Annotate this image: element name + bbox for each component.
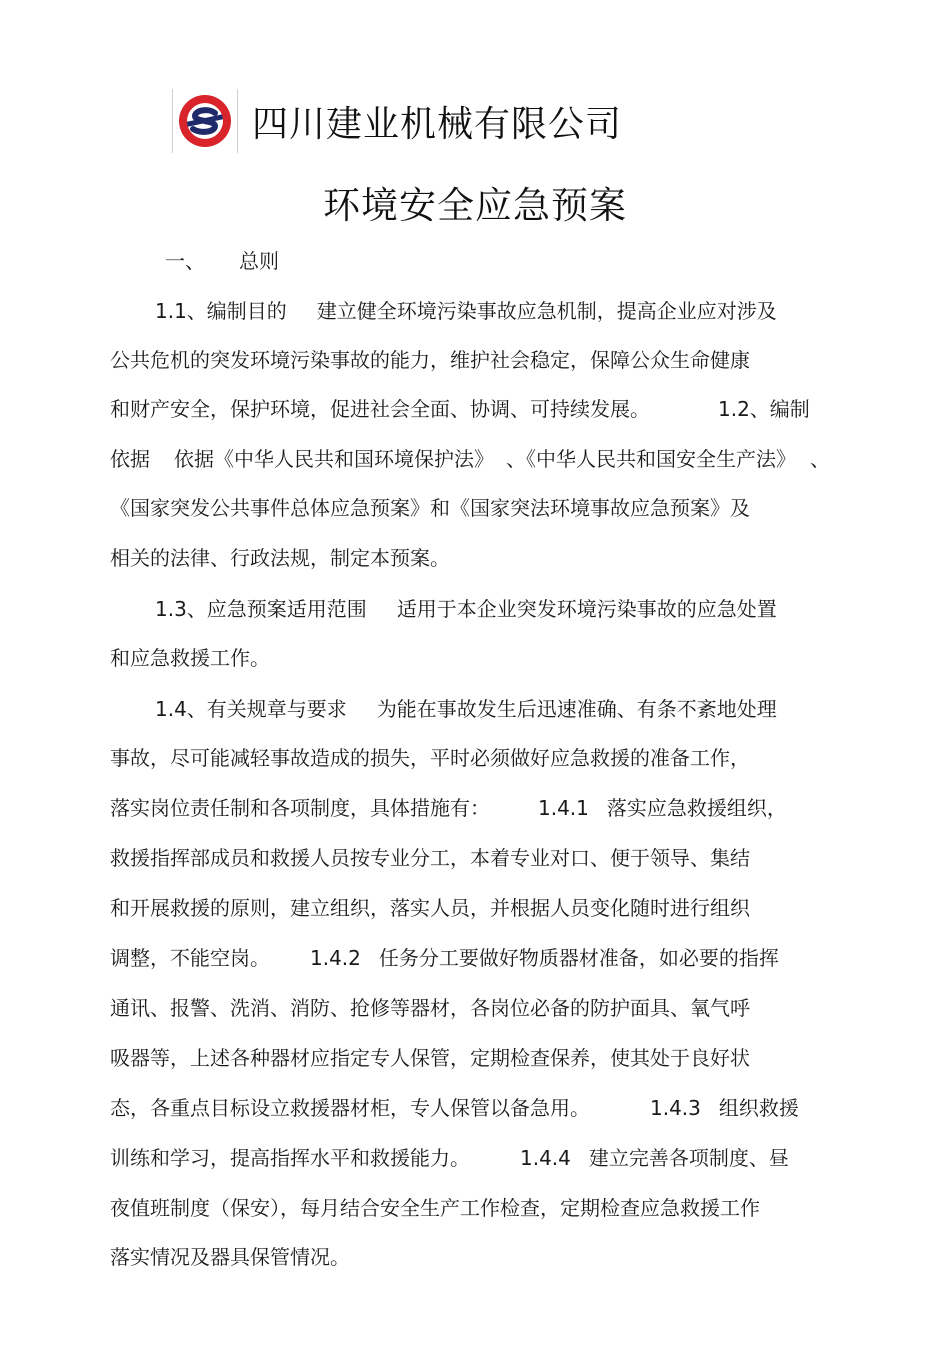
line-text: 适用于本企业突发环境污染事故的应急处置 [396, 597, 777, 621]
paragraph-line [110, 845, 750, 871]
line-text: 吸器等，上述各种器材应指定专人保管，定期检查保养，使其处于良好状 [110, 1046, 750, 1070]
company-name: 四川建业机械有限公司 [252, 103, 623, 145]
paragraph-line [110, 495, 750, 521]
clause-label: 1.4.1 [538, 796, 589, 820]
line-text: 、 [810, 447, 830, 471]
line-text: 救援指挥部成员和救援人员按专业分工，本着专业对口、便于领导、集结 [110, 846, 750, 870]
paragraph-line [155, 596, 777, 622]
company-logo [172, 89, 238, 153]
line-text: 依据 [110, 447, 150, 471]
paragraph-line [110, 745, 750, 771]
line-text: 落实应急救援组织， [606, 796, 787, 820]
line-text: 调整，不能空岗。 [110, 946, 270, 970]
clause-label: 1.1、编制目的 [155, 299, 287, 323]
paragraph-line [110, 795, 787, 821]
line-text: 和财产安全，保护环境，促进社会全面、协调、可持续发展。 [110, 397, 650, 421]
line-text: 训练和学习，提高指挥水平和救援能力。 [110, 1146, 470, 1170]
clause-label: 1.4.2 [310, 946, 361, 970]
line-text: 任务分工要做好物质器材准备，如必要的指挥 [378, 946, 779, 970]
section-number: 一、 [165, 249, 205, 273]
paragraph-line [110, 1244, 350, 1270]
paragraph-line [155, 696, 777, 722]
line-text: 落实情况及器具保管情况。 [110, 1245, 350, 1269]
line-text: 态，各重点目标设立救援器材柜，专人保管以备急用。 [110, 1096, 590, 1120]
paragraph-line [110, 1045, 750, 1071]
section-heading [165, 248, 279, 274]
section-title: 总则 [239, 249, 279, 273]
line-text: 和应急救援工作。 [110, 646, 270, 670]
clause-label: 1.4、有关规章与要求 [155, 697, 347, 721]
paragraph-line [155, 298, 777, 324]
document-title: 环境安全应急预案 [323, 184, 627, 227]
line-text: 和开展救援的原则，建立组织，落实人员，并根据人员变化随时进行组织 [110, 896, 750, 920]
paragraph-line [110, 347, 750, 373]
line-text: 建立完善各项制度、昼 [588, 1146, 789, 1170]
line-text: 组织救援 [718, 1096, 799, 1120]
clause-label: 1.4.4 [520, 1146, 571, 1170]
line-text: 、《中华人民共和国安全生产法》 [506, 447, 796, 471]
line-text: 相关的法律、行政法规，制定本预案。 [110, 546, 450, 570]
paragraph-line [110, 945, 779, 971]
clause-label: 1.3、应急预案适用范围 [155, 597, 367, 621]
paragraph-line [110, 1195, 760, 1221]
line-text: 公共危机的突发环境污染事故的能力，维护社会稳定，保障公众生命健康 [110, 348, 750, 372]
paragraph-line [110, 645, 270, 671]
company-logo-icon [175, 91, 235, 151]
line-text: 事故，尽可能减轻事故造成的损失，平时必须做好应急救援的准备工作， [110, 746, 750, 770]
line-text: 为能在事故发生后迅速准确、有条不紊地处理 [376, 697, 777, 721]
line-text: 通讯、报警、洗消、消防、抢修等器材，各岗位必备的防护面具、氧气呼 [110, 996, 750, 1020]
paragraph-line [110, 446, 830, 472]
paragraph-line [110, 995, 750, 1021]
line-text: 依据《中华人民共和国环境保护法》 [174, 447, 494, 471]
paragraph-line [110, 1095, 799, 1121]
paragraph-line [110, 545, 450, 571]
line-text: 落实岗位责任制和各项制度，具体措施有： [110, 796, 490, 820]
line-text: 建立健全环境污染事故应急机制，提高企业应对涉及 [316, 299, 777, 323]
clause-label: 1.4.3 [650, 1096, 701, 1120]
paragraph-line [110, 1145, 789, 1171]
line-text: 《国家突发公共事件总体应急预案》和《国家突法环境事故应急预案》及 [110, 496, 750, 520]
line-text: 夜值班制度（保安），每月结合安全生产工作检查，定期检查应急救援工作 [110, 1196, 760, 1220]
paragraph-line [110, 396, 810, 422]
clause-label: 1.2、编制 [718, 397, 810, 421]
letterhead [172, 88, 622, 154]
paragraph-line [110, 895, 750, 921]
